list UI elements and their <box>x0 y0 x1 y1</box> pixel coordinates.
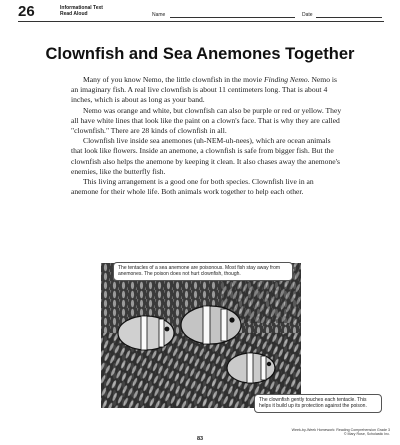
article-title: Clownfish and Sea Anemones Together <box>45 45 355 63</box>
paragraph-3: Clownfish live inside sea anemones (uh-NEM-uh-nees), which are ocean animals that look like flowers. Inside an anemone, a clownfish is safe from bigger fish. But the clownfish also helps the anemone by keeping it clean. It also chases away the anemone's enemies, like the butterfly fish. <box>71 136 340 176</box>
page-number: 26 <box>18 3 35 20</box>
name-label: Name <box>152 12 166 18</box>
clownfish-right <box>227 353 275 383</box>
callout-bottom: The clownfish gently touches each tentacle. This helps it build up its protection against the poison. <box>254 394 382 413</box>
section-label-line1: Informational Text <box>60 5 103 11</box>
date-line <box>316 17 382 18</box>
clownfish-center <box>181 306 241 344</box>
clownfish-photo <box>101 263 301 408</box>
callout-top: The tentacles of a sea anemone are poisonous. Most fish stay away from anemones. The poison does not hurt clownfish, though. <box>113 262 293 281</box>
credit-line1: Week-by-Week Homework: Reading Comprehension Grade 3 <box>291 428 390 432</box>
name-line <box>170 17 295 18</box>
paragraph-2: Nemo was orange and white, but clownfish can also be purple or red or yellow. They all have white lines that look like the paint on a clown's face. That is why they are called "clownfish." There are 28 kinds of clownfish in all. <box>71 105 342 136</box>
section-label <box>60 5 103 17</box>
movie-title: Finding Nemo <box>263 75 308 84</box>
page-header <box>0 0 400 20</box>
header-rule <box>18 21 384 22</box>
paragraph-1-text: Many of you know Nemo, the little clownfish in the movie <box>83 75 264 84</box>
paragraph-1 <box>71 75 343 106</box>
credit-line2: © Mary Rose, Scholastic Inc. <box>343 432 390 437</box>
section-label-line2: Read Aloud <box>60 11 88 17</box>
article-body <box>71 75 343 197</box>
footer-page-number: 83 <box>196 436 204 442</box>
date-label: Date <box>302 12 313 18</box>
paragraph-4: This living arrangement is a good one for both species. Clownfish live in an anemone for their whole life. Both animals work together to help each other. <box>71 177 314 197</box>
paragraph-1-text-end: . Nemo is an imaginary fish. A real live clownfish is about 11 centimeters long. That is about 4 inches, which is about as long as your band. <box>71 75 337 105</box>
clownfish-left <box>118 316 174 350</box>
